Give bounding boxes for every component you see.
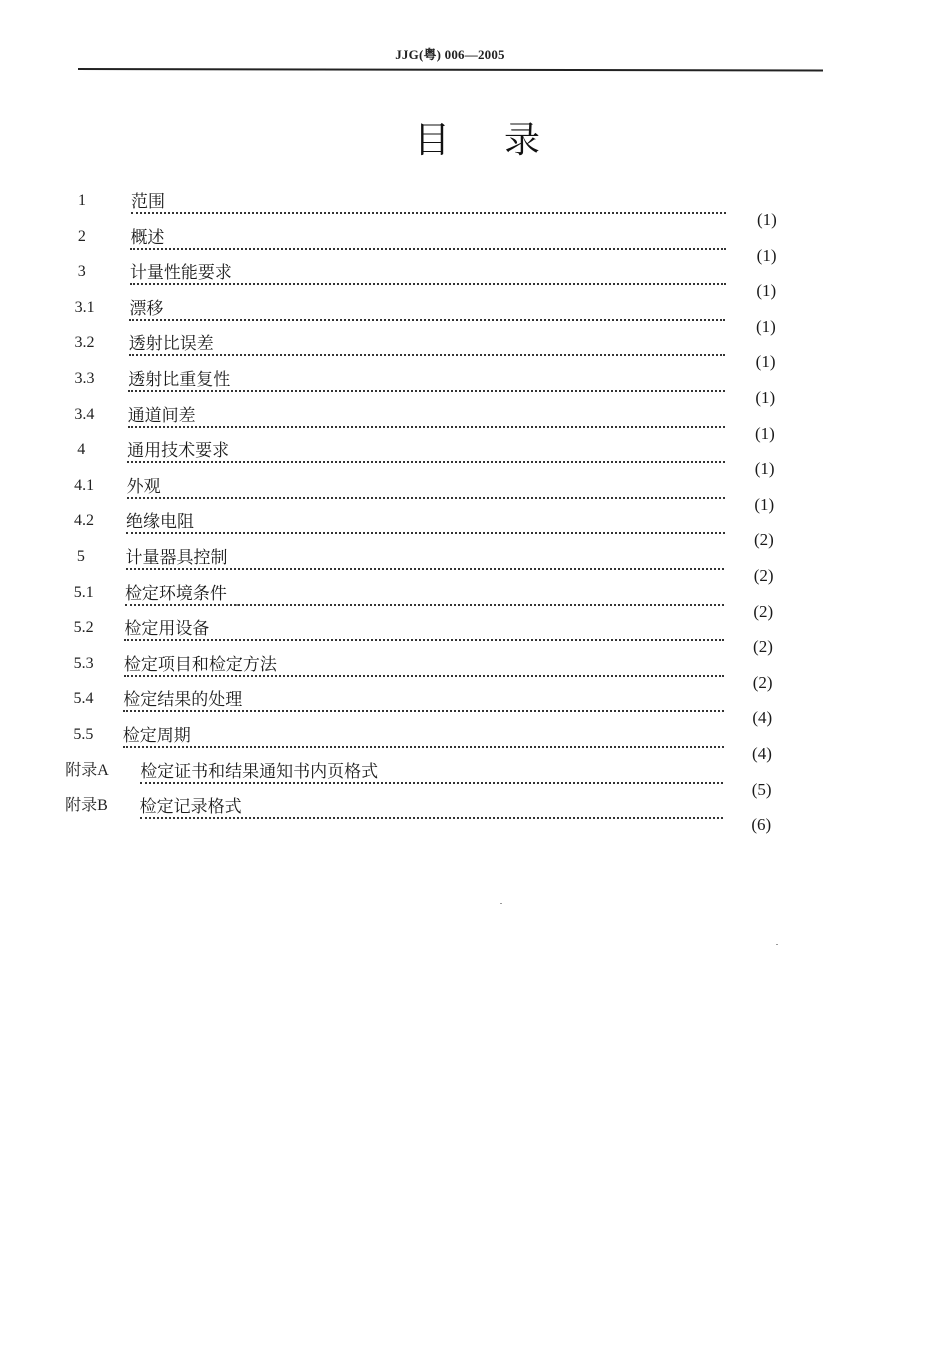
toc-entry-number: 附录B <box>65 797 108 815</box>
toc-entry-title: 范围 <box>131 187 167 212</box>
toc-entry-title: 检定记录格式 <box>140 792 244 817</box>
toc-entry-page: (2) <box>753 637 773 657</box>
toc-entry-title: 概述 <box>130 223 166 248</box>
toc-entry <box>0 578 950 621</box>
toc-entry-number: 4 <box>77 441 86 459</box>
toc-entry-number: 3.3 <box>74 370 95 387</box>
toc-entry-title: 绝缘电阻 <box>126 507 196 532</box>
toc-entry-page: (1) <box>755 388 776 407</box>
toc-entry <box>0 720 950 763</box>
toc-entry <box>0 400 950 443</box>
toc-entry-title: 透射比重复性 <box>128 365 232 390</box>
toc-entry-page: (1) <box>756 316 776 336</box>
toc-entry-title: 检定用设备 <box>124 614 211 639</box>
toc-entry-title: 计量器具控制 <box>126 543 230 568</box>
toc-dot-leader <box>131 200 726 214</box>
toc-entry-page: (1) <box>756 245 777 265</box>
toc-entry-number: 3.1 <box>74 298 95 316</box>
toc-entry-page: (2) <box>753 566 774 585</box>
toc-entry-number: 3.4 <box>74 405 95 423</box>
toc-entry <box>0 435 950 479</box>
toc-entry <box>0 257 950 301</box>
toc-entry-page: (1) <box>755 423 775 443</box>
toc-entry-title: 通道间差 <box>128 401 198 426</box>
toc-entry-page: (5) <box>751 779 772 799</box>
toc-entry-page: (1) <box>756 281 777 301</box>
toc-entry-title: 透射比误差 <box>129 329 216 354</box>
toc-entry-number: 1 <box>78 192 86 209</box>
toc-entry-page: (6) <box>751 815 772 835</box>
page-title: 目录 <box>413 120 594 161</box>
toc-dot-leader <box>126 520 724 534</box>
standard-code: JJG(粤) 006—2005 <box>395 47 505 62</box>
toc-entry-page: (2) <box>754 530 774 550</box>
toc-entry-page: (1) <box>757 210 777 229</box>
toc-entry-page: (1) <box>755 352 776 372</box>
toc-entry-page: (1) <box>754 459 775 479</box>
toc-entry-number: 5 <box>76 548 85 565</box>
toc-entry-page: (4) <box>752 744 772 763</box>
toc-entry-number: 附录A <box>65 761 109 779</box>
toc-dot-leader <box>124 627 724 641</box>
toc-entry-page: (2) <box>753 601 774 621</box>
toc-entry <box>0 756 950 799</box>
toc-entry-number: 5.5 <box>73 726 94 743</box>
toc-dot-leader <box>130 236 725 250</box>
toc-entry <box>0 364 950 407</box>
toc-entry-number: 4.1 <box>74 476 95 494</box>
toc-entry <box>0 328 950 372</box>
toc-entry <box>0 649 950 692</box>
toc-entry-title: 外观 <box>127 472 163 497</box>
toc-entry-title: 检定结果的处理 <box>123 685 244 710</box>
toc-entry-page: (1) <box>754 494 775 514</box>
toc-entry <box>0 506 950 550</box>
toc-entry-page: (2) <box>752 672 773 692</box>
toc-entry-title: 检定项目和检定方法 <box>124 650 279 675</box>
toc-entry-number: 5.4 <box>73 690 94 708</box>
toc-dot-leader <box>128 414 725 428</box>
toc-entry-number: 5.2 <box>73 619 94 637</box>
toc-entry <box>0 684 950 728</box>
toc-entry-number: 4.2 <box>74 512 94 530</box>
scan-speck <box>776 944 778 945</box>
toc-dot-leader <box>123 734 724 748</box>
toc-entry <box>0 542 950 585</box>
toc-entry-number: 5.3 <box>73 654 94 672</box>
toc-entry <box>0 293 950 336</box>
toc-dot-leader <box>129 342 726 356</box>
toc-entry-title: 检定证书和结果通知书内页格式 <box>140 757 380 782</box>
toc-dot-leader <box>127 485 725 499</box>
toc-entry-title: 通用技术要求 <box>127 436 231 461</box>
scan-speck <box>500 903 502 904</box>
toc-entry-title: 计量性能要求 <box>130 258 234 283</box>
toc-dot-leader <box>129 307 725 321</box>
toc-entry <box>0 222 950 265</box>
toc-entry-number: 2 <box>77 227 86 245</box>
toc-entry-number: 5.1 <box>73 583 94 601</box>
toc-entry-title: 检定周期 <box>123 721 193 746</box>
toc-entry-number: 3.2 <box>74 334 95 352</box>
toc-entry <box>0 613 950 657</box>
toc-entry <box>0 186 950 229</box>
toc-entry <box>0 471 950 514</box>
toc-entry <box>0 791 950 835</box>
toc-entry-title: 检定环境条件 <box>125 579 229 604</box>
toc-entry-number: 3 <box>77 263 86 281</box>
toc-entry-page: (4) <box>752 708 773 728</box>
toc-entry-title: 漂移 <box>129 294 165 319</box>
